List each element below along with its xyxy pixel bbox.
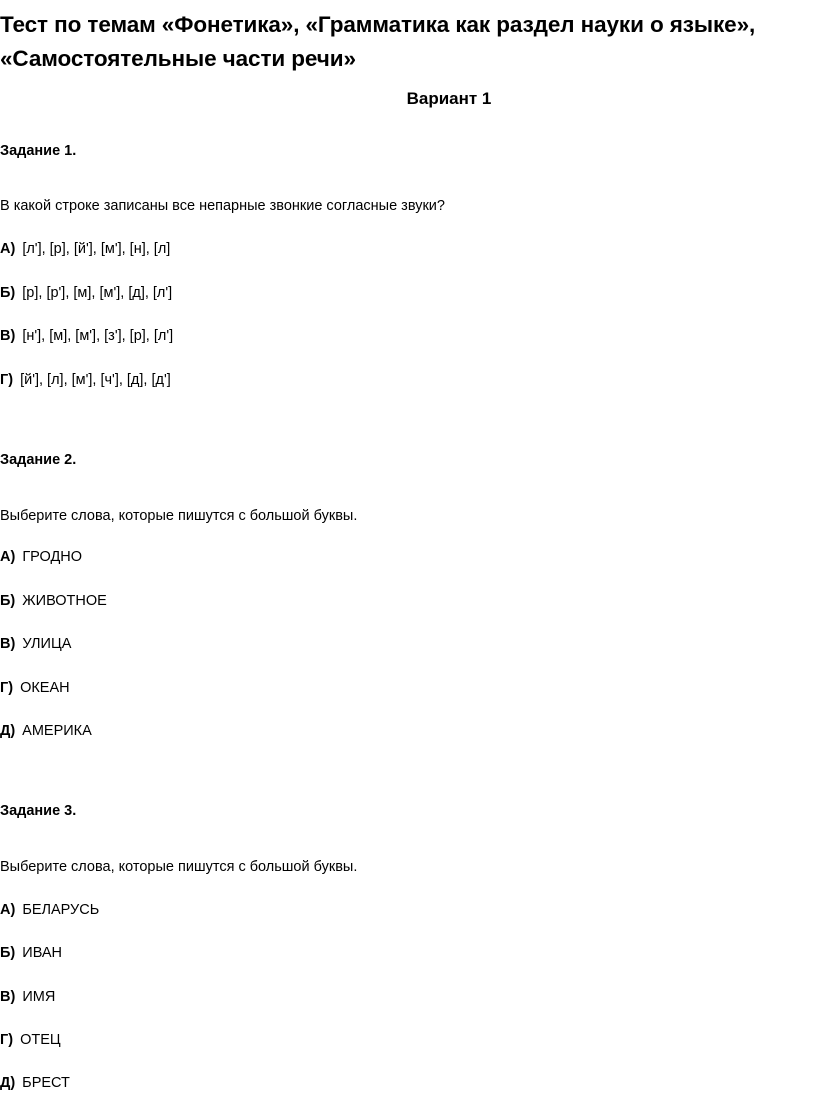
task-1-option-c — [0, 326, 173, 346]
option-text: [л'], [р], [й'], [м'], [н], [л] — [22, 241, 171, 257]
option-text: ИМЯ — [22, 989, 56, 1005]
task-3-option-c — [0, 987, 55, 1007]
option-letter: А) — [0, 549, 16, 565]
option-letter: А) — [0, 241, 16, 257]
task-2-option-c — [0, 634, 71, 654]
option-text: АМЕРИКА — [22, 723, 92, 739]
option-letter: Г) — [0, 1032, 14, 1048]
option-letter: Г) — [0, 680, 14, 696]
option-text: УЛИЦА — [22, 636, 72, 652]
task-2-option-a — [0, 547, 82, 567]
option-letter: Б) — [0, 593, 16, 609]
option-letter: Б) — [0, 945, 16, 961]
task-3-option-e — [0, 1073, 70, 1093]
task-1-option-a — [0, 239, 170, 259]
task-3-option-d — [0, 1030, 61, 1050]
option-text: ГРОДНО — [22, 549, 83, 565]
option-letter: В) — [0, 636, 16, 652]
task-3-heading: Задание 3. — [0, 803, 77, 819]
option-letter: Д) — [0, 723, 16, 739]
task-2-option-e — [0, 721, 92, 741]
option-letter: Г) — [0, 372, 14, 388]
task-1-option-d — [0, 370, 171, 390]
option-text: [й'], [л], [м'], [ч'], [д], [д'] — [20, 372, 171, 388]
task-3-option-a — [0, 900, 99, 920]
task-3-option-b — [0, 943, 62, 963]
task-2-question: Выберите слова, которые пишутся с большой буквы. — [0, 508, 358, 524]
option-letter: Б) — [0, 285, 16, 301]
task-2-option-d — [0, 678, 70, 698]
task-3-question: Выберите слова, которые пишутся с большой буквы. — [0, 859, 358, 875]
document-title: Тест по темам «Фонетика», «Грамматика как раздел науки о языке», «Самостоятельные части речи» — [0, 12, 756, 71]
option-text: [р], [р'], [м], [м'], [д], [л'] — [22, 285, 173, 301]
task-1-option-b — [0, 283, 172, 303]
option-letter: В) — [0, 989, 16, 1005]
task-1-heading: Задание 1. — [0, 143, 77, 159]
task-1-question: В какой строке записаны все непарные звонкие согласные звуки? — [0, 198, 445, 214]
option-text: [н'], [м], [м'], [з'], [р], [л'] — [22, 328, 174, 344]
option-letter: В) — [0, 328, 16, 344]
task-2-heading: Задание 2. — [0, 452, 77, 468]
option-text: БЕЛАРУСЬ — [22, 902, 100, 918]
option-letter: Д) — [0, 1075, 16, 1091]
option-text: ЖИВОТНОЕ — [22, 593, 107, 609]
variant-label: Вариант 1 — [406, 89, 492, 108]
option-text: БРЕСТ — [22, 1075, 70, 1091]
task-2-option-b — [0, 591, 107, 611]
option-text: ОТЕЦ — [20, 1032, 61, 1048]
option-text: ИВАН — [22, 945, 63, 961]
option-letter: А) — [0, 902, 16, 918]
option-text: ОКЕАН — [20, 680, 70, 696]
